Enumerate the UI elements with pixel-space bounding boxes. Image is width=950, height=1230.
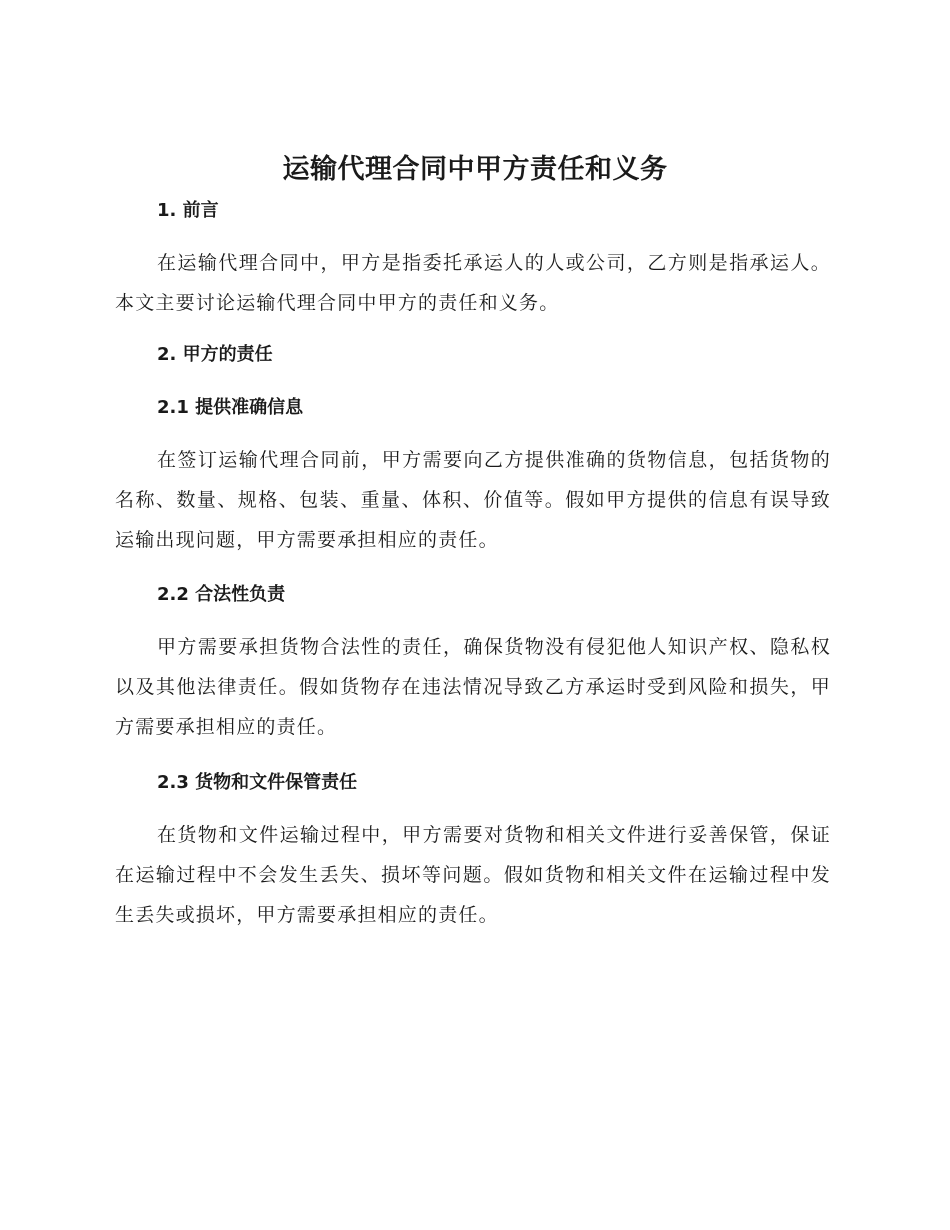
section-paragraph-custody: 在货物和文件运输过程中，甲方需要对货物和相关文件进行妥善保管，保证在运输过程中不会发生丢失、损坏等问题。假如货物和相关文件在运输过程中发生丢失或损坏，甲方需要承担相应的责任。 [115,824,831,926]
section-paragraph-legality: 甲方需要承担货物合法性的责任，确保货物没有侵犯他人知识产权、隐私权以及其他法律责任。假如货物存在违法情况导致乙方承运时受到风险和损失，甲方需要承担相应的责任。 [115,636,831,738]
section-paragraph-accurate-info: 在签订运输代理合同前，甲方需要向乙方提供准确的货物信息，包括货物的名称、数量、规格、包装、重量、体积、价值等。假如甲方提供的信息有误导致运输出现问题，甲方需要承担相应的责任。 [115,449,831,551]
section-heading-accurate-info: 2.1 提供准确信息 [157,397,304,418]
section-heading-party-a-responsibilities: 2. 甲方的责任 [157,344,273,365]
section-heading-legality: 2.2 合法性负责 [157,584,286,605]
section-heading-preface: 1. 前言 [157,200,219,221]
document-title: 运输代理合同中甲方责任和义务 [282,154,668,185]
section-heading-custody: 2.3 货物和文件保管责任 [157,772,358,793]
section-paragraph-preface: 在运输代理合同中，甲方是指委托承运人的人或公司，乙方则是指承运人。本文主要讨论运输代理合同中甲方的责任和义务。 [115,252,831,314]
